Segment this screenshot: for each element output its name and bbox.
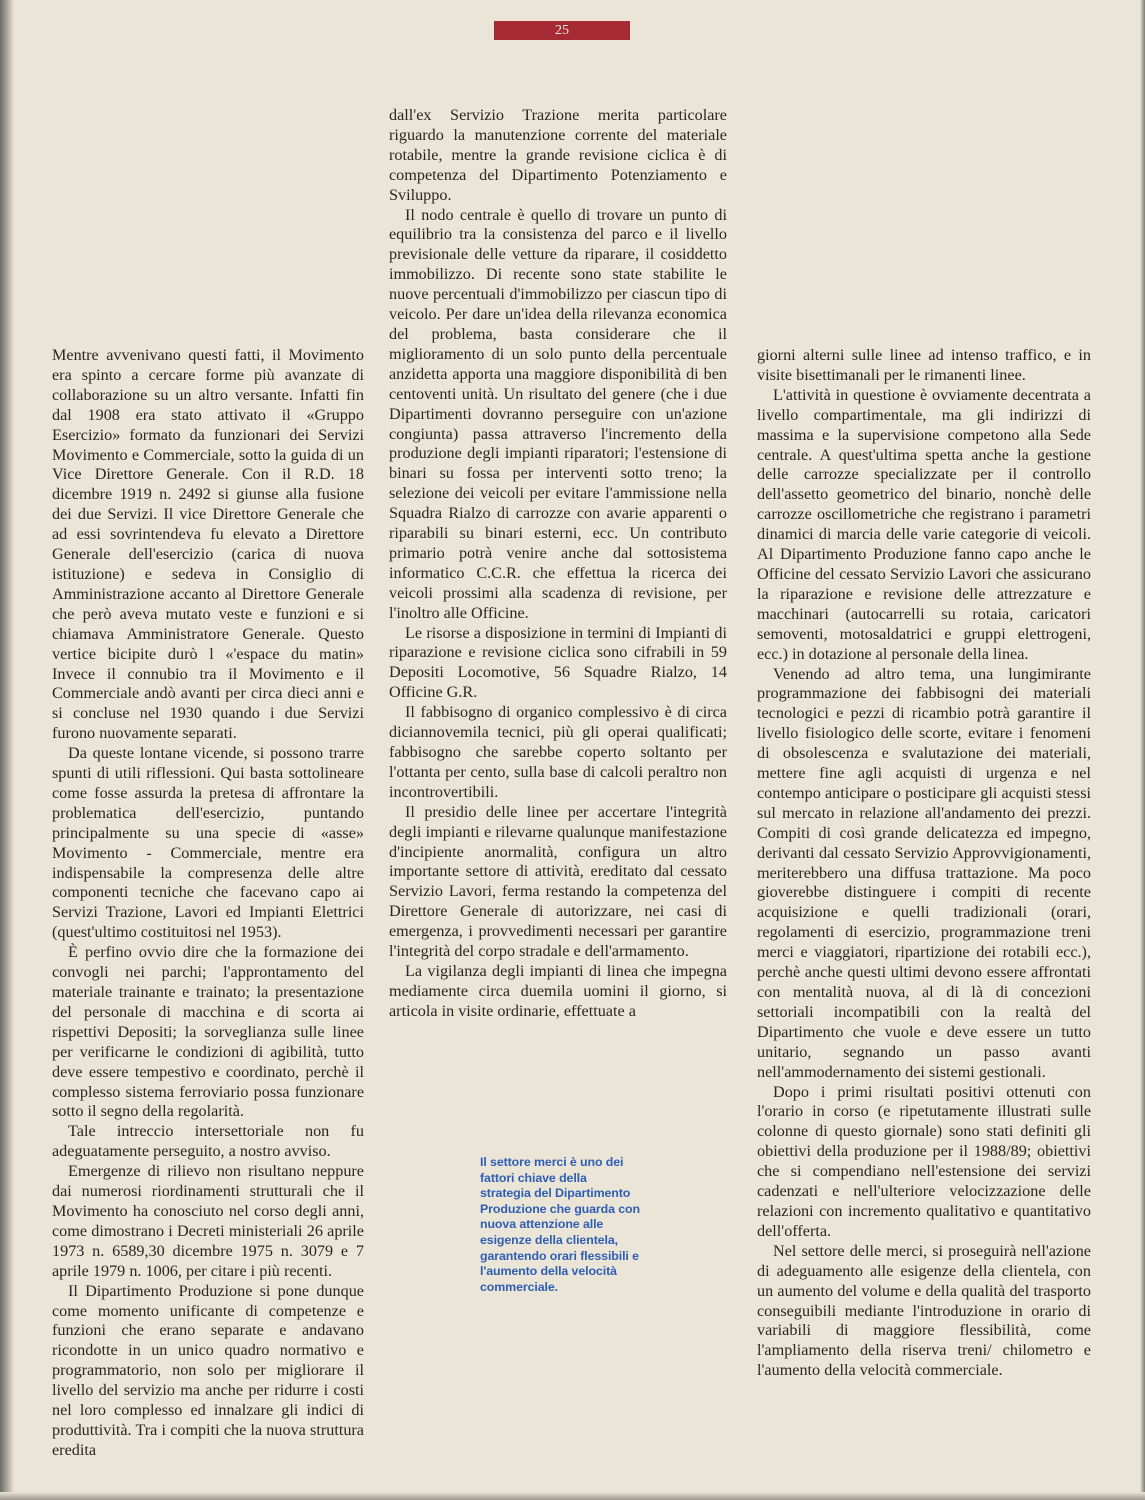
pull-quote: Il settore merci è uno dei fattori chiave della strategia del Dipartimento Produzione che guarda con nuova attenzione alle esigenze della clientela, garantendo orari flessibili e l'aumento della velocità commerciale. xyxy=(480,1155,640,1294)
paragraph: Il Dipartimento Produzione si pone dunque come momento unificante di competenze e funzioni che erano separate e andavano ricondotte in un unico quadro normativo e programmatorio, non solo per migliorare il livello del servizio ma anche per ridurre i costi nel loro complesso ed innalzare gli indici di produttività. Tra i compiti che la nuova struttura eredita xyxy=(52,1281,364,1459)
paragraph: La vigilanza degli impianti di linea che impegna mediamente circa duemila uomini il giorno, si articola in visite ordinarie, effettuate a xyxy=(389,961,727,1020)
paragraph: dall'ex Servizio Trazione merita particolare riguardo la manutenzione corrente del materiale rotabile, mentre la grande revisione ciclica è di competenza del Dipartimento Potenziamento e Sviluppo. xyxy=(389,106,727,204)
page-right-edge xyxy=(1140,0,1145,1500)
text-column-2 xyxy=(389,106,727,1022)
paragraph: Dopo i primi risultati positivi ottenuti con l'orario in corso (e ripetutamente illustrati sulle colonne di questo giornale) sono stati definiti gli obiettivi della produzione per il 1988/89; obiettivi che si compendiano nell'estensione dei servizi cadenzati e nell'ulteriore velocizzazione delle relazioni con incremento qualitativo e quantitativo dell'offerta. xyxy=(757,1082,1091,1240)
text-column-1 xyxy=(52,346,364,1461)
paragraph: Tale intreccio intersettoriale non fu adeguatamente perseguito, a nostro avviso. xyxy=(52,1122,364,1161)
paragraph: Il nodo centrale è quello di trovare un punto di equilibrio tra la consistenza del parco e il livello previsionale delle vetture da riparare, il cosiddetto immobilizzo. Di recente sono state stabilite le nuove percentuali d'immobilizzo per ciascun tipo di veicolo. Per dare un'idea della rilevanza economica del problema, basta considerare che il miglioramento di un solo punto della percentuale anzidetta apporta una maggiore disponibilità di ben centoventi unità. Un risultato del genere (che i due Dipartimenti dovranno perseguire con un'azione congiunta) passa attraverso l'incremento della produzione degli impianti riparatori; l'estensione di binari su fossa per interventi sotto treno; la selezione dei veicoli per evitare l'ammissione nella Squadra Rialzo di carrozze con avarie apparenti o riparabili su binari esterni, ecc. Un contributo primario potrà venire anche dal sottosistema informatico C.C.R. che effettua la ricerca dei veicoli prossimi alla scadenza di revisione, per l'inoltro alle Officine. xyxy=(389,205,727,622)
paragraph: Il fabbisogno di organico complessivo è di circa diciannovemila tecnici, più gli operai qualificati; fabbisogno che sarebbe coperto soltanto per l'ottanta per cento, sulla base di calcoli peraltro non incontrovertibili. xyxy=(389,703,727,801)
paragraph: Il presidio delle linee per accertare l'integrità degli impianti e rilevarne qualunque manifestazione d'incipiente anormalità, configura un altro importante settore di attività, ereditato dal cessato Servizio Lavori, ferma restando la competenza del Direttore Generale di autorizzare, nei casi di emergenza, i provvedimenti necessari per garantire l'integrità del corpo stradale e dell'armamento. xyxy=(389,802,727,961)
paragraph: Venendo ad altro tema, una lungimirante programmazione dei fabbisogni dei materiali tecnologici e pezzi di ricambio potrà garantire il livello fisiologico delle scorte, evitare i fenomeni di obsolescenza e svalutazione dei materiali, mettere fine agli acquisti di urgenza e nel contempo anticipare o posticipare gli acquisti stessi sul mercato in relazione all'andamento dei prezzi. Compiti di così grande delicatezza ed impegno, derivanti dal cessato Servizio Approvvigionamenti, meriterebbero una diffusa trattazione. Ma poco gioverebbe distinguere i compiti di recente acquisizione e quelli tradizionali (orari, regolamenti di esercizio, programmazione treni merci e viaggiatori, ripartizione dei rotabili ecc.), perchè anche questi ultimi devono essere affrontati con mentalità nuova, al di là di concezioni settoriali incompatibili con la realtà del Dipartimento che vuole e deve essere un tutto unitario, segnando un passo avanti nell'ammodernamento dei sistemi gestionali. xyxy=(757,664,1091,1081)
page-binding-shadow xyxy=(0,0,14,1500)
paragraph: Da queste lontane vicende, si possono trarre spunti di utili riflessioni. Qui basta sottolineare come fosse assurda la pretesa di affrontare la problematica dell'esercizio, puntando principalmente su una specie di «asse» Movimento - Commerciale, mentre era indispensabile la compresenza delle altre componenti tecniche che facevano capo ai Servizi Trazione, Lavori ed Impianti Elettrici (quest'ultimo costituitosi nel 1953). xyxy=(52,744,364,942)
paragraph: L'attività in questione è ovviamente decentrata a livello compartimentale, ma gli indirizzi di massima e la supervisione competono alla Sede centrale. A quest'ultima spetta anche la gestione delle carrozze specializzate per il controllo dell'assetto geometrico del binario, nonchè delle carrozze oscillometriche che registrano i parametri dinamici di marcia delle varie categorie di veicoli. Al Dipartimento Produzione fanno capo anche le Officine del cessato Servizio Lavori che assicurano la riparazione e revisione delle attrezzature e macchinari (autocarrelli su rotaia, caricatori semoventi, motosaldatrici e gruppi elettrogeni, ecc.) in dotazione al personale della linea. xyxy=(757,385,1091,663)
page-number: 25 xyxy=(494,21,630,40)
paragraph: Nel settore delle merci, si proseguirà nell'azione di adeguamento alle esigenze della clientela, con un aumento del volume e della qualità del trasporto conseguibili mediante l'introduzione in orario di variabili di maggiore flessibilità, come l'ampliamento della riserva treni/ chilometro e l'aumento della velocità commerciale. xyxy=(757,1241,1091,1380)
paragraph: Le risorse a disposizione in termini di Impianti di riparazione e revisione ciclica sono cifrabili in 59 Depositi Locomotive, 56 Squadre Rialzo, 14 Officine G.R. xyxy=(389,623,727,702)
paragraph: È perfino ovvio dire che la formazione dei convogli nei parchi; l'approntamento del materiale trainante e trainato; la presentazione del personale di macchina e di scorta ai rispettivi Depositi; la sorveglianza sulle linee per verificarne le condizioni di agibilità, tutto deve essere tempestivo e coordinato, perchè il complesso sistema ferroviario possa funzionare sotto il segno della regolarità. xyxy=(52,943,364,1121)
paragraph: Emergenze di rilievo non risultano neppure dai numerosi riordinamenti strutturali che il Movimento ha conosciuto nel corso degli anni, come dimostrano i Decreti ministeriali 26 aprile 1973 n. 6589,30 dicembre 1975 n. 3079 e 7 aprile 1979 n. 1006, per citare i più recenti. xyxy=(52,1162,364,1280)
page-bottom-edge xyxy=(0,1492,1145,1500)
paragraph: giorni alterni sulle linee ad intenso traffico, e in visite bisettimanali per le rimanenti linee. xyxy=(757,346,1091,384)
paragraph: Mentre avvenivano questi fatti, il Movimento era spinto a cercare forme più avanzate di collaborazione su un altro versante. Infatti fin dal 1908 era stato attivato il «Gruppo Esercizio» formato da funzionari dei Servizi Movimento e Commerciale, sotto la guida di un Vice Direttore Generale. Con il R.D. 18 dicembre 1919 n. 2492 si giunse alla fusione dei due Servizi. Il vice Direttore Generale che ad essi sovrintendeva fu elevato a Direttore Generale dell'esercizio (carica di nuova istituzione) e sedeva in Consiglio di Amministrazione accanto al Direttore Generale che però aveva mutato veste e funzioni e si chiamava Amministratore Generale. Questo vertice bicipite durò l «'espace du matin» Invece il connubio tra il Movimento e il Commerciale andò avanti per circa dieci anni e si concluse nel 1930 quando i due Servizi furono nuovamente separati. xyxy=(52,346,364,743)
text-column-3 xyxy=(757,346,1091,1381)
